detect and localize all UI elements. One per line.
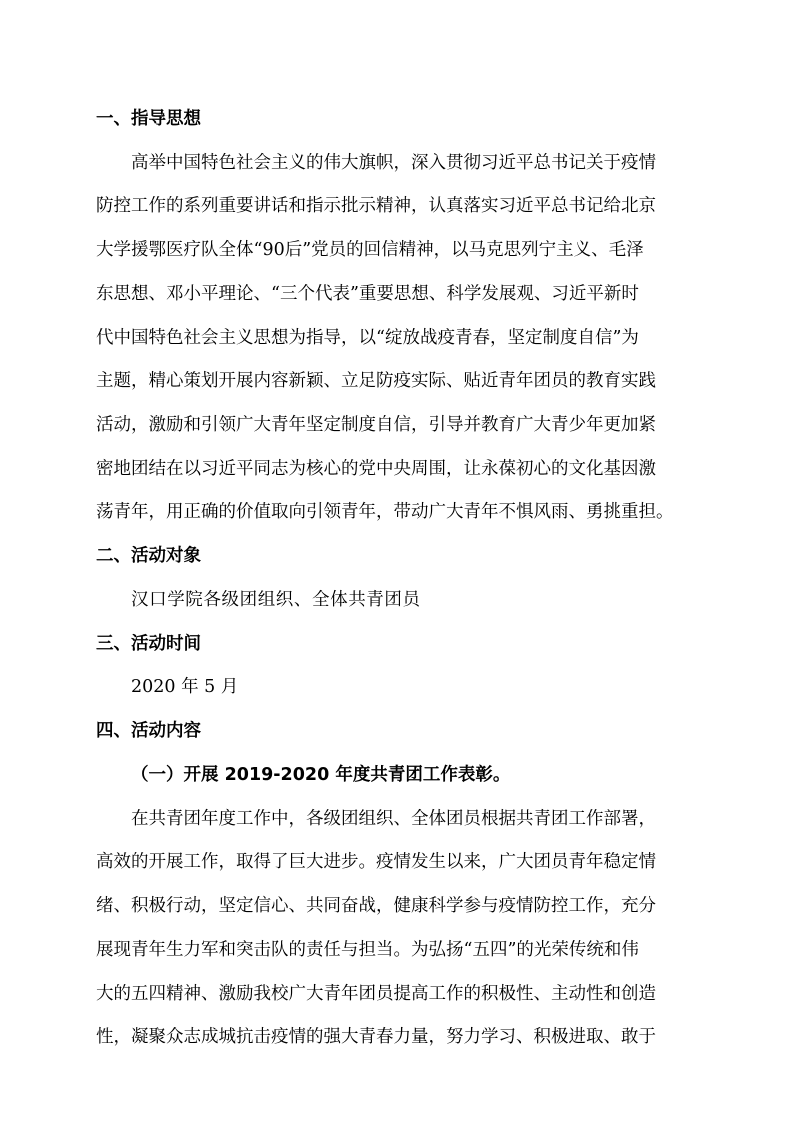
paragraph-line: 大学援鄂医疗队全体“90后”党员的回信精神，以马克思列宁主义、毛泽 [96,240,644,260]
paragraph-line: 高举中国特色社会主义的伟大旗帜，深入贯彻习近平总书记关于疫情 [131,153,656,173]
paragraph-line: 代中国特色社会主义思想为指导，以“绽放战疫青春，坚定制度自信”为 [96,328,639,348]
paragraph-line: 主题，精心策划开展内容新颖、立足防疫实际、贴近青年团员的教育实践 [96,371,656,391]
paragraph-line: 大的五四精神、激励我校广大青年团员提高工作的积极性、主动性和创造 [96,984,656,1004]
paragraph-line: 活动，激励和引领广大青年坚定制度自信，引导并教育广大青少年更加紧 [96,415,656,435]
paragraph-line: 高效的开展工作，取得了巨大进步。疫情发生以来，广大团员青年稳定情 [96,852,656,872]
paragraph-line: 绪、积极行动，坚定信心、共同奋战，健康科学参与疫情防控工作，充分 [96,896,656,916]
sub-heading-commendation: （一）开展 2019-2020 年度共青团工作表彰。 [131,765,511,785]
paragraph-line: 防控工作的系列重要讲话和指示批示精神，认真落实习近平总书记给北京 [96,196,656,216]
section-heading-activity-target: 二、活动对象 [96,546,201,566]
paragraph-line: 2020 年 5 月 [131,677,239,697]
paragraph-line: 荡青年，用正确的价值取向引领青年，带动广大青年不惧风雨、勇挑重担。 [96,502,674,522]
section-heading-activity-time: 三、活动时间 [96,634,201,654]
section-heading-guiding-ideology: 一、指导思想 [96,109,201,129]
paragraph-line: 在共青团年度工作中，各级团组织、全体团员根据共青团工作部署， [131,809,656,829]
paragraph-line: 密地团结在以习近平同志为核心的党中央周围，让永葆初心的文化基因激 [96,459,656,479]
paragraph-line: 性，凝聚众志成城抗击疫情的强大青春力量，努力学习、积极进取、敢于 [96,1027,656,1047]
section-heading-activity-content: 四、活动内容 [96,721,201,741]
paragraph-line: 汉口学院各级团组织、全体共青团员 [131,590,421,610]
paragraph-line: 展现青年生力军和突击队的责任与担当。为弘扬“五四”的光荣传统和伟 [96,940,639,960]
paragraph-line: 东思想、邓小平理论、“三个代表”重要思想、科学发展观、习近平新时 [96,284,639,304]
